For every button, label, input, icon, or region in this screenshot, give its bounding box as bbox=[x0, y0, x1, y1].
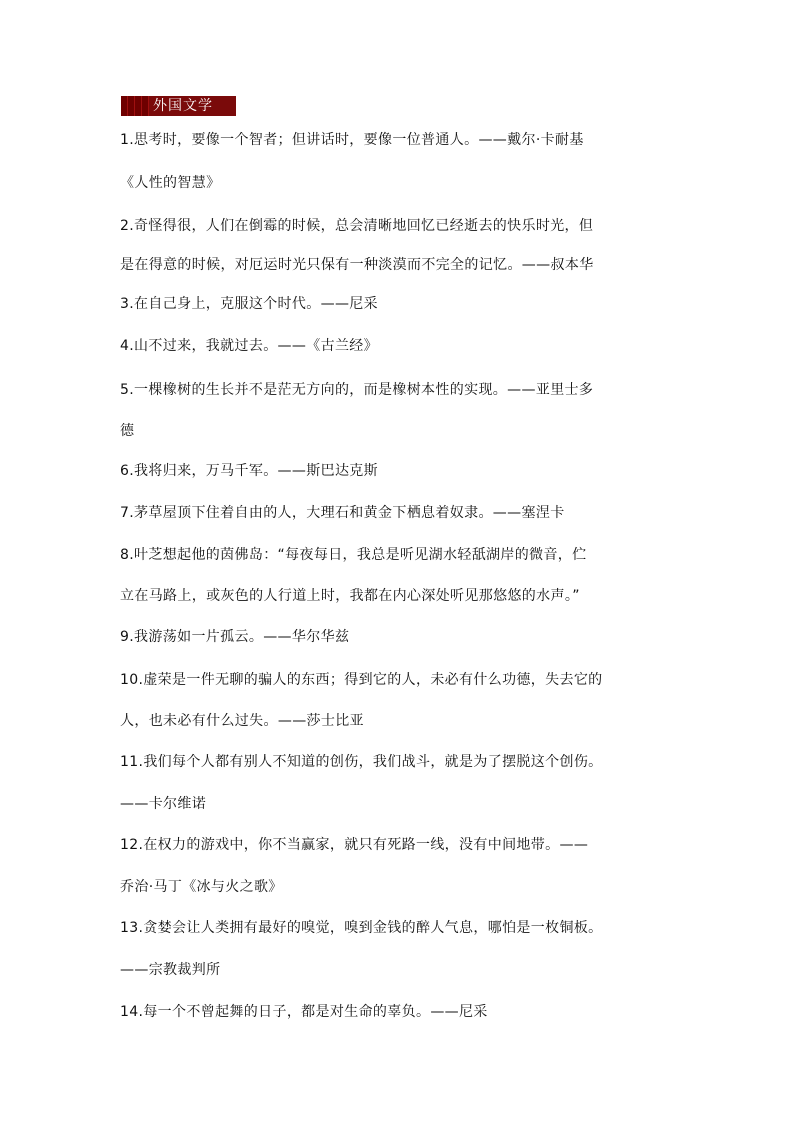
quote-13-line-1: 13.贪婪会让人类拥有最好的嗅觉，嗅到金钱的醉人气息，哪怕是一枚铜板。 bbox=[120, 920, 603, 936]
quote-10-line-1: 10.虚荣是一件无聊的骗人的东西；得到它的人，未必有什么功德，失去它的 bbox=[120, 672, 603, 688]
quote-1-line-2: 《人性的智慧》 bbox=[120, 175, 221, 191]
quote-11-line-2: ——卡尔维诺 bbox=[120, 796, 207, 812]
section-title: 外国文学 bbox=[149, 96, 236, 116]
quote-10-line-2: 人，也未必有什么过失。——莎士比亚 bbox=[120, 713, 364, 729]
section-header bbox=[121, 96, 236, 116]
quote-2-line-1: 2.奇怪得很，人们在倒霉的时候，总会清晰地回忆已经逝去的快乐时光，但 bbox=[120, 218, 594, 234]
quote-5-line-1: 5.一棵橡树的生长并不是茫无方向的，而是橡树本性的实现。——亚里士多 bbox=[120, 382, 594, 398]
quote-3: 3.在自己身上，克服这个时代。——尼采 bbox=[120, 296, 379, 312]
quote-13-line-2: ——宗教裁判所 bbox=[120, 962, 221, 978]
quote-8-line-1: 8.叶芝想起他的茵佛岛：“每夜每日，我总是听见湖水轻舐湖岸的微音，伫 bbox=[120, 547, 587, 563]
quote-7: 7.茅草屋顶下住着自由的人，大理石和黄金下栖息着奴隶。——塞涅卡 bbox=[120, 505, 565, 521]
quote-1-line-1: 1.思考时，要像一个智者；但讲话时，要像一位普通人。——戴尔·卡耐基 bbox=[120, 132, 584, 148]
quote-2-line-2: 是在得意的时候，对厄运时光只保有一种淡漠而不完全的记忆。——叔本华 bbox=[120, 257, 594, 273]
quote-8-line-2: 立在马路上，或灰色的人行道上时，我都在内心深处听见那悠悠的水声。” bbox=[120, 588, 580, 604]
quote-5-line-2: 德 bbox=[120, 423, 135, 439]
quote-12-line-1: 12.在权力的游戏中，你不当赢家，就只有死路一线，没有中间地带。—— bbox=[120, 837, 589, 853]
header-decoration bbox=[121, 96, 149, 116]
quote-12-line-2: 乔治·马丁《冰与火之歌》 bbox=[120, 879, 283, 895]
quote-4: 4.山不过来，我就过去。——《古兰经》 bbox=[120, 338, 379, 354]
quote-9: 9.我游荡如一片孤云。——华尔华兹 bbox=[120, 629, 350, 645]
quote-14: 14.每一个不曾起舞的日子，都是对生命的辜负。——尼采 bbox=[120, 1004, 488, 1020]
quote-6: 6.我将归来，万马千军。——斯巴达克斯 bbox=[120, 463, 379, 479]
quote-11-line-1: 11.我们每个人都有别人不知道的创伤，我们战斗，就是为了摆脱这个创伤。 bbox=[120, 754, 603, 770]
